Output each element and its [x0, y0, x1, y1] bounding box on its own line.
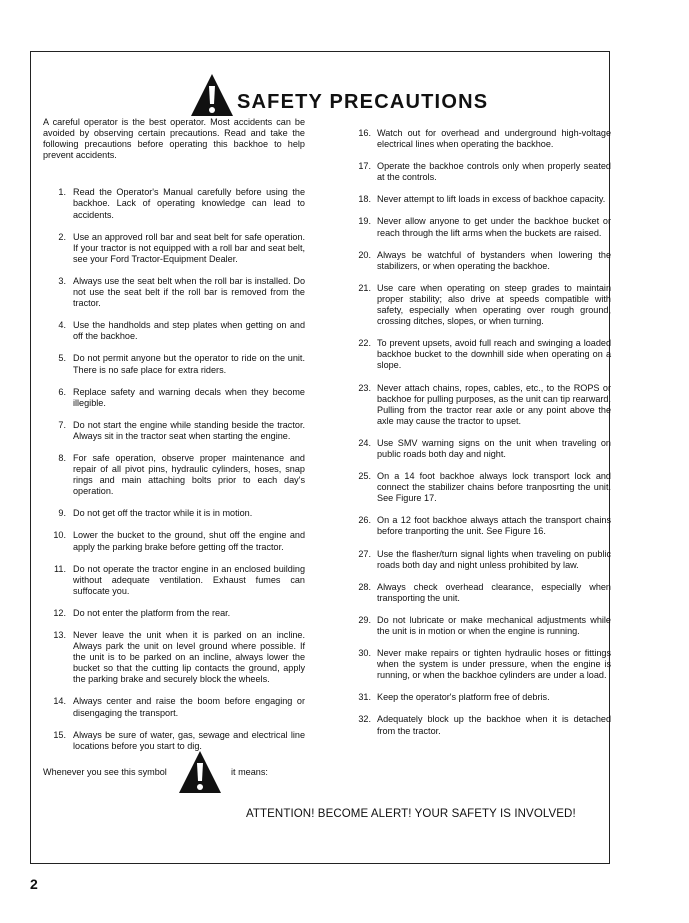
list-item	[358, 549, 611, 571]
list-item	[358, 250, 611, 272]
list-item	[43, 508, 305, 519]
list-item	[43, 320, 305, 342]
item-number: 2.	[58, 231, 66, 242]
symbol-explanation	[43, 750, 343, 794]
left-column	[43, 117, 305, 752]
item-text: Read the Operator's Manual carefully before using the backhoe. Lack of operating knowledge can lead to accidents.	[73, 187, 305, 220]
list-item	[358, 515, 611, 537]
item-number: 4.	[58, 320, 66, 331]
symbol-text-after: it means:	[231, 767, 268, 777]
item-number: 16.	[358, 128, 371, 138]
list-item	[43, 420, 305, 442]
item-number: 30.	[358, 648, 371, 659]
list-item	[358, 438, 611, 460]
list-item	[43, 187, 305, 220]
item-text: Do not permit anyone but the operator to ride on the unit. There is no safe place for extra riders.	[73, 353, 305, 375]
item-number: 23.	[358, 382, 371, 393]
list-item	[43, 276, 305, 309]
list-item	[43, 630, 305, 685]
item-text: Never attach chains, ropes, cables, etc., to the ROPS or backhoe for pulling purposes, as the unit can tip rearward. Pulling from the tractor rear axle or any point above the axle may cause the tractor to upset.	[377, 382, 611, 426]
item-number: 8.	[58, 452, 66, 463]
item-number: 19.	[358, 216, 371, 227]
item-text: Always use the seat belt when the roll bar is installed. Do not use the seat belt if the roll bar is removed from the tractor.	[73, 275, 305, 309]
item-number: 18.	[358, 194, 371, 205]
item-text: Do not lubricate or make mechanical adjustments while the unit is in motion or when the engine is running.	[377, 614, 611, 636]
list-item	[358, 615, 611, 637]
list-item	[358, 194, 611, 205]
item-number: 12.	[53, 607, 66, 618]
item-text: Use care when operating on steep grades to maintain proper stability; also drive at speeds compatible with safety, especially when operating over rough ground, crossing ditches, slopes, or when turning.	[377, 282, 611, 327]
list-item	[358, 471, 611, 504]
list-item	[43, 730, 305, 752]
item-text: Adequately block up the backhoe when it is detached from the tractor.	[377, 714, 611, 736]
item-number: 20.	[358, 249, 371, 260]
item-text: Use the handholds and step plates when getting on and off the backhoe.	[73, 320, 305, 342]
item-number: 14.	[53, 696, 66, 707]
item-text: On a 14 foot backhoe always lock transport lock and connect the stabilizer chains before tranposrting the unit. See Figure 17.	[377, 471, 611, 504]
item-number: 5.	[58, 353, 66, 364]
precautions-list-right	[358, 128, 611, 737]
item-text: On a 12 foot backhoe always attach the transport chains before tranporting the unit. See Figure 16.	[377, 515, 611, 537]
item-text: Do not get off the tractor while it is in motion.	[73, 508, 253, 519]
item-text: For safe operation, observe proper maintenance and repair of all pivot pins, hydraulic cylinders, hoses, snap rings and main attaching bolts prior to each day's operation.	[73, 452, 305, 497]
page-title: SAFETY PRECAUTIONS	[237, 91, 489, 113]
item-text: Always be sure of water, gas, sewage and electrical line locations before you start to dig.	[73, 729, 305, 751]
item-number: 9.	[58, 508, 66, 519]
right-column	[358, 117, 611, 737]
symbol-text-before: Whenever you see this symbol	[43, 767, 167, 777]
list-item	[43, 564, 305, 597]
item-text: Do not start the engine while standing beside the tractor. Always sit in the tractor seat when starting the engine.	[73, 419, 305, 441]
list-item	[358, 383, 611, 427]
item-number: 26.	[358, 515, 371, 526]
item-text: Use SMV warning signs on the unit when traveling on public roads both day and night.	[377, 437, 611, 459]
header	[190, 73, 488, 117]
list-item	[43, 232, 305, 265]
item-text: Watch out for overhead and underground high-voltage electrical lines when operating the backhoe.	[377, 128, 611, 150]
intro-paragraph: A careful operator is the best operator. Most accidents can be avoided by observing certain precautions. Read and take the following precautions before operating this backhoe to help prevent accidents.	[43, 117, 305, 161]
list-item	[43, 696, 305, 718]
warning-exclamation-icon	[190, 73, 234, 117]
item-text: Never make repairs or tighten hydraulic hoses or fittings when the system is under pressure, when the engine is running, or when the backhoe cylinders are under a load.	[377, 648, 611, 681]
item-number: 15.	[53, 729, 66, 740]
item-number: 1.	[58, 187, 66, 198]
item-number: 7.	[58, 419, 66, 430]
item-text: Do not operate the tractor engine in an enclosed building without adequate ventilation. Exhaust fumes can suffocate you.	[73, 563, 305, 596]
item-number: 11.	[54, 563, 66, 574]
list-item	[358, 283, 611, 327]
list-item	[358, 338, 611, 371]
item-number: 6.	[58, 386, 66, 397]
item-text: Always center and raise the boom before engaging or disengaging the transport.	[73, 696, 305, 718]
item-text: Do not enter the platform from the rear.	[73, 607, 231, 618]
list-item	[43, 530, 305, 552]
item-number: 29.	[358, 614, 371, 625]
list-item	[358, 582, 611, 604]
list-item	[358, 692, 611, 703]
precautions-list-left	[43, 187, 305, 751]
item-number: 24.	[358, 437, 371, 448]
list-item	[358, 161, 611, 183]
item-text: Lower the bucket to the ground, shut off the engine and apply the parking brake before getting off the tractor.	[73, 530, 305, 552]
item-number: 3.	[58, 275, 66, 286]
item-number: 17.	[358, 161, 371, 172]
attention-banner: ATTENTION! BECOME ALERT! YOUR SAFETY IS INVOLVED!	[246, 808, 576, 820]
item-text: To prevent upsets, avoid full reach and swinging a loaded backhoe bucket to the downhill side when operating on a slope.	[377, 338, 611, 371]
item-text: Never allow anyone to get under the backhoe bucket or reach through the lift arms when the buckets are raised.	[377, 216, 611, 238]
item-number: 10.	[53, 530, 66, 541]
list-item	[43, 387, 305, 409]
item-text: Always be watchful of bystanders when lowering the stabilizers, or when operating the backhoe.	[377, 249, 611, 271]
list-item	[43, 608, 305, 619]
item-number: 27.	[358, 548, 371, 559]
item-number: 32.	[358, 714, 371, 725]
list-item	[358, 128, 611, 150]
item-number: 22.	[358, 338, 371, 349]
item-text: Operate the backhoe controls only when properly seated at the controls.	[377, 161, 611, 183]
warning-exclamation-icon	[178, 750, 222, 794]
item-text: Never attempt to lift loads in excess of backhoe capacity.	[377, 194, 606, 205]
item-number: 25.	[358, 471, 371, 482]
list-item	[358, 648, 611, 681]
list-item	[358, 714, 611, 736]
item-text: Always check overhead clearance, especially when transporting the unit.	[377, 581, 611, 603]
page-number: 2	[30, 876, 38, 892]
item-number: 13.	[53, 630, 66, 640]
item-number: 28.	[358, 581, 371, 592]
item-text: Replace safety and warning decals when they become illegible.	[73, 386, 305, 408]
item-number: 21.	[358, 282, 371, 293]
list-item	[43, 453, 305, 497]
list-item	[358, 216, 611, 238]
item-text: Use the flasher/turn signal lights when traveling on public roads both day and night unless prohibited by law.	[377, 548, 611, 570]
list-item	[43, 353, 305, 375]
item-text: Never leave the unit when it is parked on an incline. Always park the unit on level ground where possible. If the unit is to be parked on an incline, always lower the bucket so that the cutting lip contacts the ground, apply the parking brake and securely block the wheels.	[73, 630, 305, 685]
item-number: 31.	[358, 692, 371, 703]
item-text: Use an approved roll bar and seat belt for safe operation. If your tractor is not equipped with a roll bar and seat belt, see your Ford Tractor-Equipment Dealer.	[73, 231, 305, 264]
item-text: Keep the operator's platform free of debris.	[377, 692, 550, 703]
